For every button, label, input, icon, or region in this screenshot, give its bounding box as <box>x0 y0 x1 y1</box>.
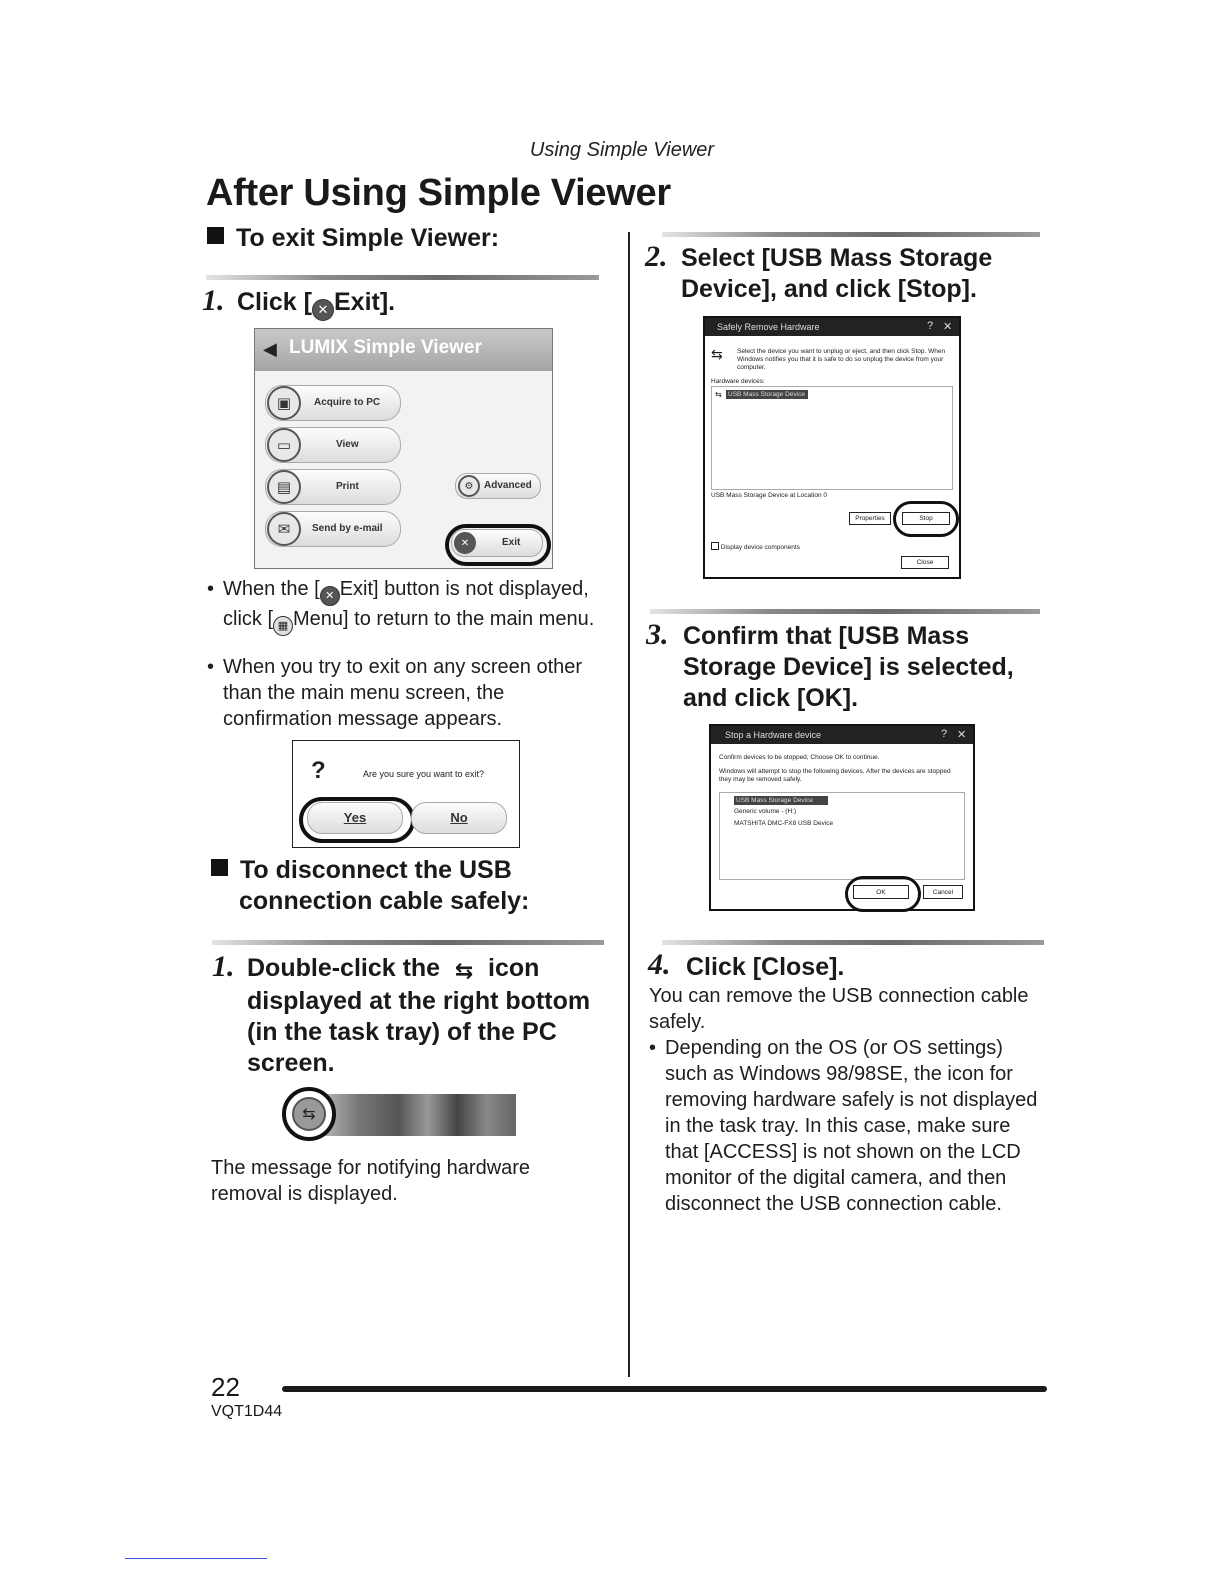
exit-icon: ✕ <box>320 586 340 606</box>
srh-description: Select the device you want to unplug or eject, and then click Stop. When Windows notifies you that it is safe to do so unplug the device from your computer. <box>737 348 946 371</box>
srh-selected-device[interactable]: USB Mass Storage Device <box>726 390 808 399</box>
ok-button[interactable]: OK <box>853 885 909 899</box>
usb-step-1-text: Double-click the ⇆ icon displayed at the right bottom (in the task tray) of the PC screen. <box>247 954 591 1077</box>
usb-step-4-text: Click [Close]. <box>686 953 845 981</box>
shd-line2: Windows will attempt to stop the following devices. After the devices are stopped they may be removed safely. <box>719 768 951 783</box>
checkbox-icon <box>711 542 719 550</box>
usb-step-3-text: Confirm that [USB Mass Storage Device] is selected, and click [OK]. <box>683 622 1014 712</box>
usb-step-1-caption: The message for notifying hardware removal is displayed. <box>211 1157 531 1205</box>
safely-remove-hardware-window <box>703 316 961 579</box>
menu-icon: ▦ <box>273 616 293 636</box>
footer-bar <box>282 1386 1047 1392</box>
usb-step-4-body: You can remove the USB connection cable safely. <box>649 985 1029 1033</box>
printer-icon: ▤ <box>267 470 301 504</box>
acquire-to-pc-button[interactable]: ▣ Acquire to PC <box>265 385 401 421</box>
shd-device-usb-mass-storage: USB Mass Storage Device <box>734 796 828 805</box>
usb-step-2-text: Select [USB Mass Storage Device], and click [Stop]. <box>681 244 993 303</box>
usb-section-heading: To disconnect the USB connection cable safely: <box>211 855 611 917</box>
running-header: Using Simple Viewer <box>529 139 715 161</box>
srh-title-bar: Safely Remove Hardware ? ✕ <box>705 318 959 336</box>
view-button[interactable]: ▭ View <box>265 427 401 463</box>
usb-step-4-number: 4. <box>648 948 671 981</box>
camera-icon: ▣ <box>267 386 301 420</box>
page-number: 22 <box>211 1372 240 1402</box>
exit-section-heading: To exit Simple Viewer: <box>207 223 499 254</box>
safely-remove-tray-icon[interactable]: ⇆ <box>292 1097 326 1131</box>
shd-device-generic-volume: Generic volume - (H:) <box>734 808 797 815</box>
task-tray-bar <box>320 1094 516 1136</box>
close-icon[interactable]: ✕ <box>957 729 967 741</box>
square-bullet-icon <box>211 859 228 876</box>
shd-line1: Confirm devices to be stopped, Choose OK to continue. <box>719 754 880 761</box>
column-divider <box>628 232 630 1377</box>
properties-button[interactable]: Properties <box>849 512 891 525</box>
display-components-checkbox[interactable]: Display device components <box>711 542 800 552</box>
advanced-icon: ⚙ <box>458 475 480 497</box>
step-divider <box>212 940 604 945</box>
lumix-title: LUMIX Simple Viewer <box>289 337 482 358</box>
lumix-simple-viewer-window <box>254 328 553 569</box>
question-icon: ? <box>311 757 326 784</box>
step-divider <box>662 940 1044 945</box>
yes-button[interactable]: Yes <box>307 802 403 834</box>
hardware-icon: ⇆ <box>711 346 723 362</box>
cancel-button[interactable]: Cancel <box>923 885 963 899</box>
step-divider <box>662 232 1040 237</box>
srh-device-location: USB Mass Storage Device at Location 0 <box>711 492 827 499</box>
exit-icon: ✕ <box>454 532 476 554</box>
no-button[interactable]: No <box>411 802 507 834</box>
safely-remove-hardware-icon: ⇆ <box>454 958 474 983</box>
confirm-question: Are you sure you want to exit? <box>363 769 485 779</box>
stop-hardware-device-window <box>709 724 975 911</box>
close-icon[interactable]: ✕ <box>943 321 953 333</box>
shd-device-list <box>719 792 965 880</box>
monitor-icon: ▭ <box>267 428 301 462</box>
usb-step-2-number: 2. <box>645 240 668 273</box>
shd-title-bar: Stop a Hardware device ? ✕ <box>711 726 973 744</box>
envelope-icon: ✉ <box>267 512 301 546</box>
print-button[interactable]: ▤ Print <box>265 469 401 505</box>
task-tray-image <box>282 1087 516 1139</box>
speaker-icon: ◀ <box>263 339 277 359</box>
exit-step-1: 1. Click [ ✕ Exit]. <box>202 284 395 321</box>
usb-step-4-bullet: • Depending on the OS (or OS settings) such as Windows 98/98SE, the icon for removing hardware safely is not displayed in the task tray. In this case, make sure that [ACCESS] is not shown on the LCD monitor of the digital camera, and then disconnect the USB connection cable. <box>649 1037 1038 1215</box>
exit-button[interactable]: ✕ Exit <box>451 529 543 557</box>
bullet-other-screen: • When you try to exit on any screen other than the main menu screen, the confirmation message appears. <box>207 656 583 730</box>
srh-device-list[interactable] <box>711 386 953 490</box>
exit-icon: ✕ <box>312 299 334 321</box>
advanced-button[interactable]: ⚙ Advanced <box>455 473 541 499</box>
usb-step-1-number: 1. <box>212 950 235 983</box>
stop-button[interactable]: Stop <box>902 512 950 525</box>
send-by-email-button[interactable]: ✉ Send by e-mail <box>265 511 401 547</box>
document-code: VQT1D44 <box>211 1403 283 1420</box>
usb-step-3-number: 3. <box>646 618 669 651</box>
step-divider <box>650 609 1040 614</box>
shd-device-matshita: MATSHITA DMC-FX8 USB Device <box>734 820 834 827</box>
bullet-exit-not-displayed: • When the [ ✕ Exit] button is not displayed, click [ ▦ Menu] to return to the main menu. <box>207 576 607 636</box>
exit-confirm-dialog <box>292 740 520 848</box>
square-bullet-icon <box>207 227 224 244</box>
help-icon[interactable]: ? <box>927 320 934 332</box>
page-title: After Using Simple Viewer <box>206 172 671 214</box>
bottom-rule <box>125 1558 267 1559</box>
step-divider <box>206 275 599 280</box>
help-icon[interactable]: ? <box>941 728 948 740</box>
lumix-title-bar <box>255 329 552 371</box>
close-button[interactable]: Close <box>901 556 949 569</box>
srh-devices-label: Hardware devices: <box>711 378 765 385</box>
usb-device-icon: ⇆ <box>715 390 722 399</box>
